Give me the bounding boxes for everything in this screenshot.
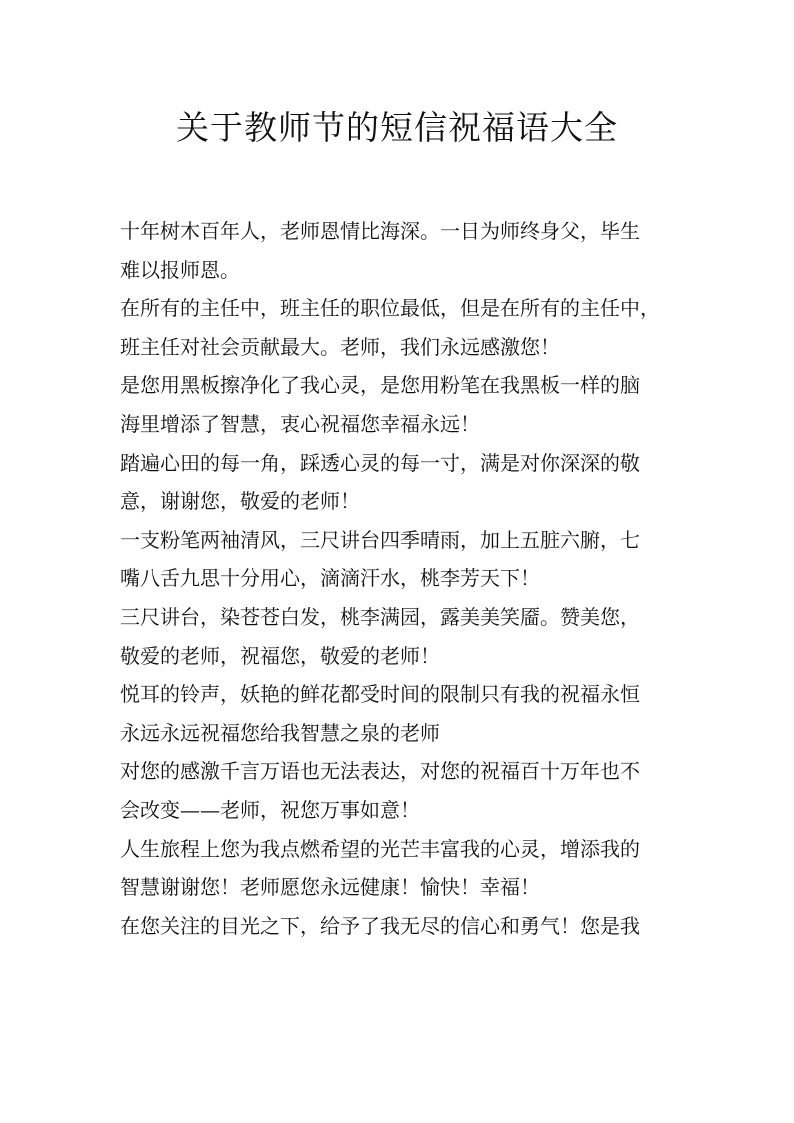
body-line: 在所有的主任中，班主任的职位最低，但是在所有的主任中， (120, 296, 660, 321)
body-line: 在您关注的目光之下，给予了我无尽的信心和勇气！您是我 (120, 913, 640, 938)
document-body (120, 212, 680, 945)
document-title: 关于教师节的短信祝福语大全 (176, 108, 618, 147)
body-line: 对您的感激千言万语也无法表达，对您的祝福百十万年也不 (120, 759, 640, 784)
body-line: 踏遍心田的每一角，踩透心灵的每一寸，满是对你深深的敬 (120, 450, 640, 475)
body-line: 嘴八舌九思十分用心，滴滴汗水，桃李芳天下！ (120, 566, 540, 591)
body-line: 智慧谢谢您！老师愿您永远健康！愉快！幸福！ (120, 875, 540, 900)
body-line: 敬爱的老师，祝福您，敬爱的老师！ (120, 643, 440, 668)
body-line: 会改变——老师，祝您万事如意！ (120, 797, 420, 822)
body-line: 意，谢谢您，敬爱的老师！ (120, 489, 360, 514)
body-line: 一支粉笔两袖清风，三尺讲台四季晴雨，加上五脏六腑，七 (120, 527, 640, 552)
body-line: 人生旅程上您为我点燃希望的光芒丰富我的心灵，增添我的 (120, 836, 640, 861)
body-line: 三尺讲台，染苍苍白发，桃李满园，露美美笑靥。赞美您， (120, 604, 640, 629)
body-line: 是您用黑板擦净化了我心灵，是您用粉笔在我黑板一样的脑 (120, 373, 640, 398)
body-line: 班主任对社会贡献最大。老师，我们永远感激您！ (120, 334, 560, 359)
body-line: 难以报师恩。 (120, 257, 240, 282)
body-line: 永远永远祝福您给我智慧之泉的老师 (120, 720, 440, 745)
body-line: 十年树木百年人，老师恩情比海深。一日为师终身父，毕生 (120, 219, 640, 243)
body-line: 海里增添了智慧，衷心祝福您幸福永远！ (120, 411, 480, 436)
body-line: 悦耳的铃声，妖艳的鲜花都受时间的限制只有我的祝福永恒 (120, 682, 640, 707)
